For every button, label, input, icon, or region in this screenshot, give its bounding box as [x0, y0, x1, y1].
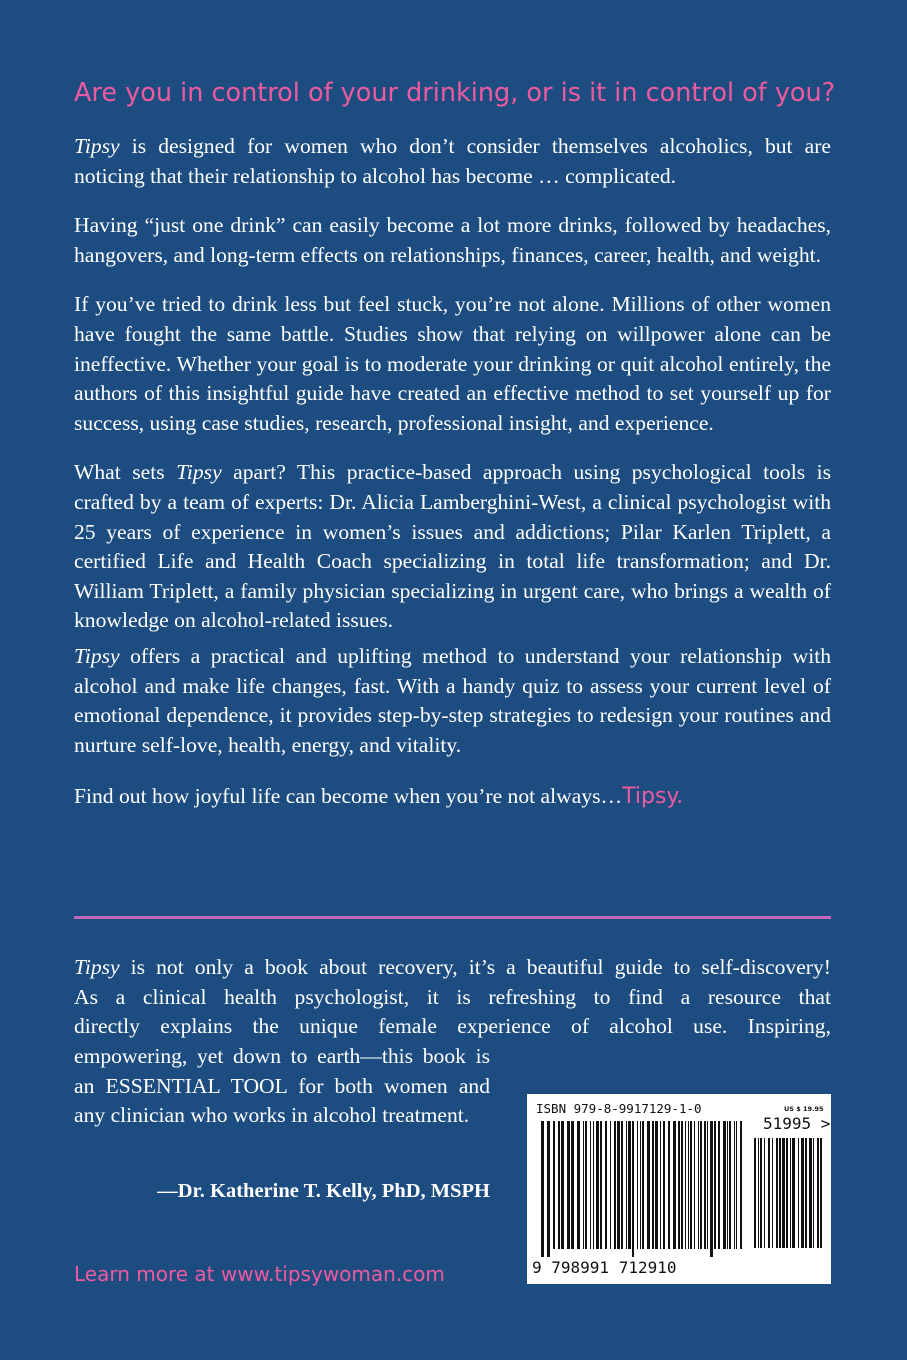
barcode-bar	[558, 1121, 560, 1249]
barcode-bar	[605, 1121, 607, 1249]
barcode-bar	[577, 1121, 580, 1249]
barcode-bar	[610, 1121, 611, 1249]
barcode-bar	[621, 1121, 623, 1249]
barcode-bar	[786, 1138, 788, 1248]
barcode-bar	[714, 1121, 716, 1249]
barcode-bar	[776, 1138, 778, 1248]
description-paragraph-2: Having “just one drink” can easily become a lot more drinks, followed by headaches, hangovers, and long-term effects on relationships, finances, career, health, and weight.	[74, 213, 831, 267]
barcode-bar	[782, 1138, 785, 1248]
description-closing-line	[74, 782, 831, 812]
price-addon-number: 51995 >	[763, 1114, 831, 1133]
barcode-bar	[571, 1121, 574, 1249]
barcode-bar	[740, 1121, 742, 1249]
brand-tipsy: Tipsy.	[622, 784, 684, 810]
barcode-bar	[583, 1121, 584, 1249]
ean-digits: 9 798991 712910	[532, 1258, 677, 1277]
barcode-bar	[718, 1121, 720, 1249]
barcode-bar	[647, 1121, 650, 1249]
barcode-bar	[652, 1121, 654, 1249]
barcode-bar	[723, 1121, 726, 1249]
website-link[interactable]: Learn more at www.tipsywoman.com	[74, 1262, 445, 1286]
barcode-bar	[655, 1121, 658, 1249]
barcode-bar	[673, 1121, 676, 1249]
description-paragraph-4	[74, 458, 831, 636]
book-title-italic: Tipsy	[74, 643, 120, 668]
barcode-bar	[779, 1138, 781, 1248]
barcode-bar	[809, 1138, 812, 1248]
barcode-bar	[681, 1121, 683, 1249]
barcode-bar	[817, 1138, 819, 1248]
barcode-bar	[590, 1121, 591, 1249]
barcode-bar	[668, 1121, 670, 1249]
barcode-bar	[704, 1121, 706, 1249]
testimonial-quote-continued: empowering, yet down to earth—this book is an ESSENTIAL TOOL for both women and any clinician who works in alcohol treatment.	[74, 1044, 490, 1128]
barcode-bar	[593, 1121, 594, 1249]
barcode-bar	[700, 1121, 702, 1249]
testimonial-line-2: As a clinical health psychologist, it is refreshing to find a resource that	[74, 984, 831, 1009]
barcode-bar	[734, 1121, 735, 1249]
barcode-bar	[690, 1121, 692, 1249]
barcode-bar	[801, 1138, 804, 1248]
testimonial-line-3: directly explains the unique female experience of alcohol use. Inspiring,	[74, 1014, 831, 1039]
barcode-bar	[596, 1121, 599, 1249]
description-paragraph-1	[74, 132, 831, 191]
book-title-italic: Tipsy	[176, 460, 222, 485]
paragraph-text: is designed for women who don’t consider themselves alcoholics, but are noticing that their relationship to alcohol has become … complicated.	[74, 134, 831, 188]
book-title-italic: Tipsy	[74, 955, 120, 979]
barcode-bar	[660, 1121, 661, 1249]
testimonial-attribution: —Dr. Katherine T. Kelly, PhD, MSPH	[157, 1180, 490, 1202]
barcode-bar	[768, 1138, 770, 1248]
section-divider	[74, 916, 831, 919]
testimonial-line-1: is not only a book about recovery, it’s a beautiful guide to self-discovery!	[119, 955, 831, 979]
barcode-bar	[685, 1121, 686, 1249]
addon-barcode-icon	[754, 1138, 824, 1256]
price-label: US $ 19.95	[784, 1105, 824, 1113]
barcode-bar	[754, 1138, 756, 1248]
description-paragraph-3: If you’ve tried to drink less but feel stuck, you’re not alone. Millions of other women have fought the same battle. Studies show that relying on willpower alone can be ineffective. Whether your goal is to moderate your drinking or quit alcohol entirely, the authors of this insightful guide have created an effective method to set yourself up for success, using case studies, research, professional insight, and experience.	[74, 292, 831, 435]
barcode-bar	[727, 1121, 728, 1249]
isbn-label: ISBN 979-8-9917129-1-0	[536, 1101, 702, 1116]
barcode-bar	[541, 1121, 544, 1257]
barcode-bar	[663, 1121, 665, 1249]
isbn-barcode-panel	[527, 1094, 831, 1284]
barcode-bar	[617, 1121, 620, 1249]
book-title-italic: Tipsy	[74, 134, 120, 158]
barcode-bar	[772, 1138, 773, 1248]
barcode-bar	[698, 1121, 699, 1249]
barcode-bar	[628, 1121, 631, 1249]
barcode-bar	[561, 1121, 564, 1249]
paragraph-text: apart? This practice-based approach using psychological tools is crafted by a team of experts: Dr. Alicia Lamberghini-West, a clinical psychologist with 25 years of experience in women’s issues and addictions; Pilar Karlen Triplett, a certified Life and Health Coach specializing in total life transformation; and Dr. William Triplett, a family physician specializing in urgent care, who brings a wealth of knowledge on alcohol-related issues.	[74, 460, 831, 633]
cover-headline: Are you in control of your drinking, or is it in control of you?	[74, 78, 836, 108]
ean-barcode-icon	[541, 1121, 745, 1257]
barcode-bar	[547, 1121, 550, 1257]
closing-text: Find out how joyful life can become when you’re not always…	[74, 784, 623, 809]
barcode-bar	[640, 1121, 641, 1249]
barcode-bar	[637, 1121, 638, 1249]
book-description	[74, 132, 831, 832]
paragraph-text: offers a practical and uplifting method to understand your relationship with alcohol and make life changes, fast. With a handy quiz to assess your current level of emotional dependence, it provides step-by-step strategies to redesign your routines and nurture self-love, health, energy, and vitality.	[74, 643, 831, 757]
barcode-bar	[736, 1121, 737, 1249]
barcode-bar	[710, 1121, 713, 1257]
barcode-bar	[729, 1121, 731, 1249]
barcode-bar	[626, 1121, 627, 1249]
barcode-bar	[585, 1121, 587, 1249]
barcode-bar	[567, 1121, 570, 1249]
barcode-bar	[688, 1121, 689, 1249]
testimonial-quote-top	[74, 953, 831, 1042]
barcode-bar	[790, 1138, 791, 1248]
barcode-bar	[760, 1138, 762, 1248]
barcode-bar	[805, 1138, 807, 1248]
barcode-bar	[813, 1138, 814, 1248]
barcode-bar	[764, 1138, 765, 1248]
barcode-bar	[798, 1138, 799, 1248]
barcode-bar	[792, 1138, 795, 1248]
paragraph-lead: What sets	[74, 460, 177, 485]
barcode-bar	[553, 1121, 555, 1249]
barcode-bar	[678, 1121, 680, 1249]
barcode-bar	[632, 1121, 634, 1257]
barcode-bar	[707, 1121, 708, 1249]
barcode-bar	[694, 1121, 695, 1249]
barcode-bar	[758, 1138, 759, 1248]
description-paragraph-5	[74, 642, 831, 760]
barcode-bar	[820, 1138, 822, 1248]
barcode-bar	[614, 1121, 616, 1249]
barcode-bar	[600, 1121, 602, 1249]
barcode-bar	[642, 1121, 644, 1249]
